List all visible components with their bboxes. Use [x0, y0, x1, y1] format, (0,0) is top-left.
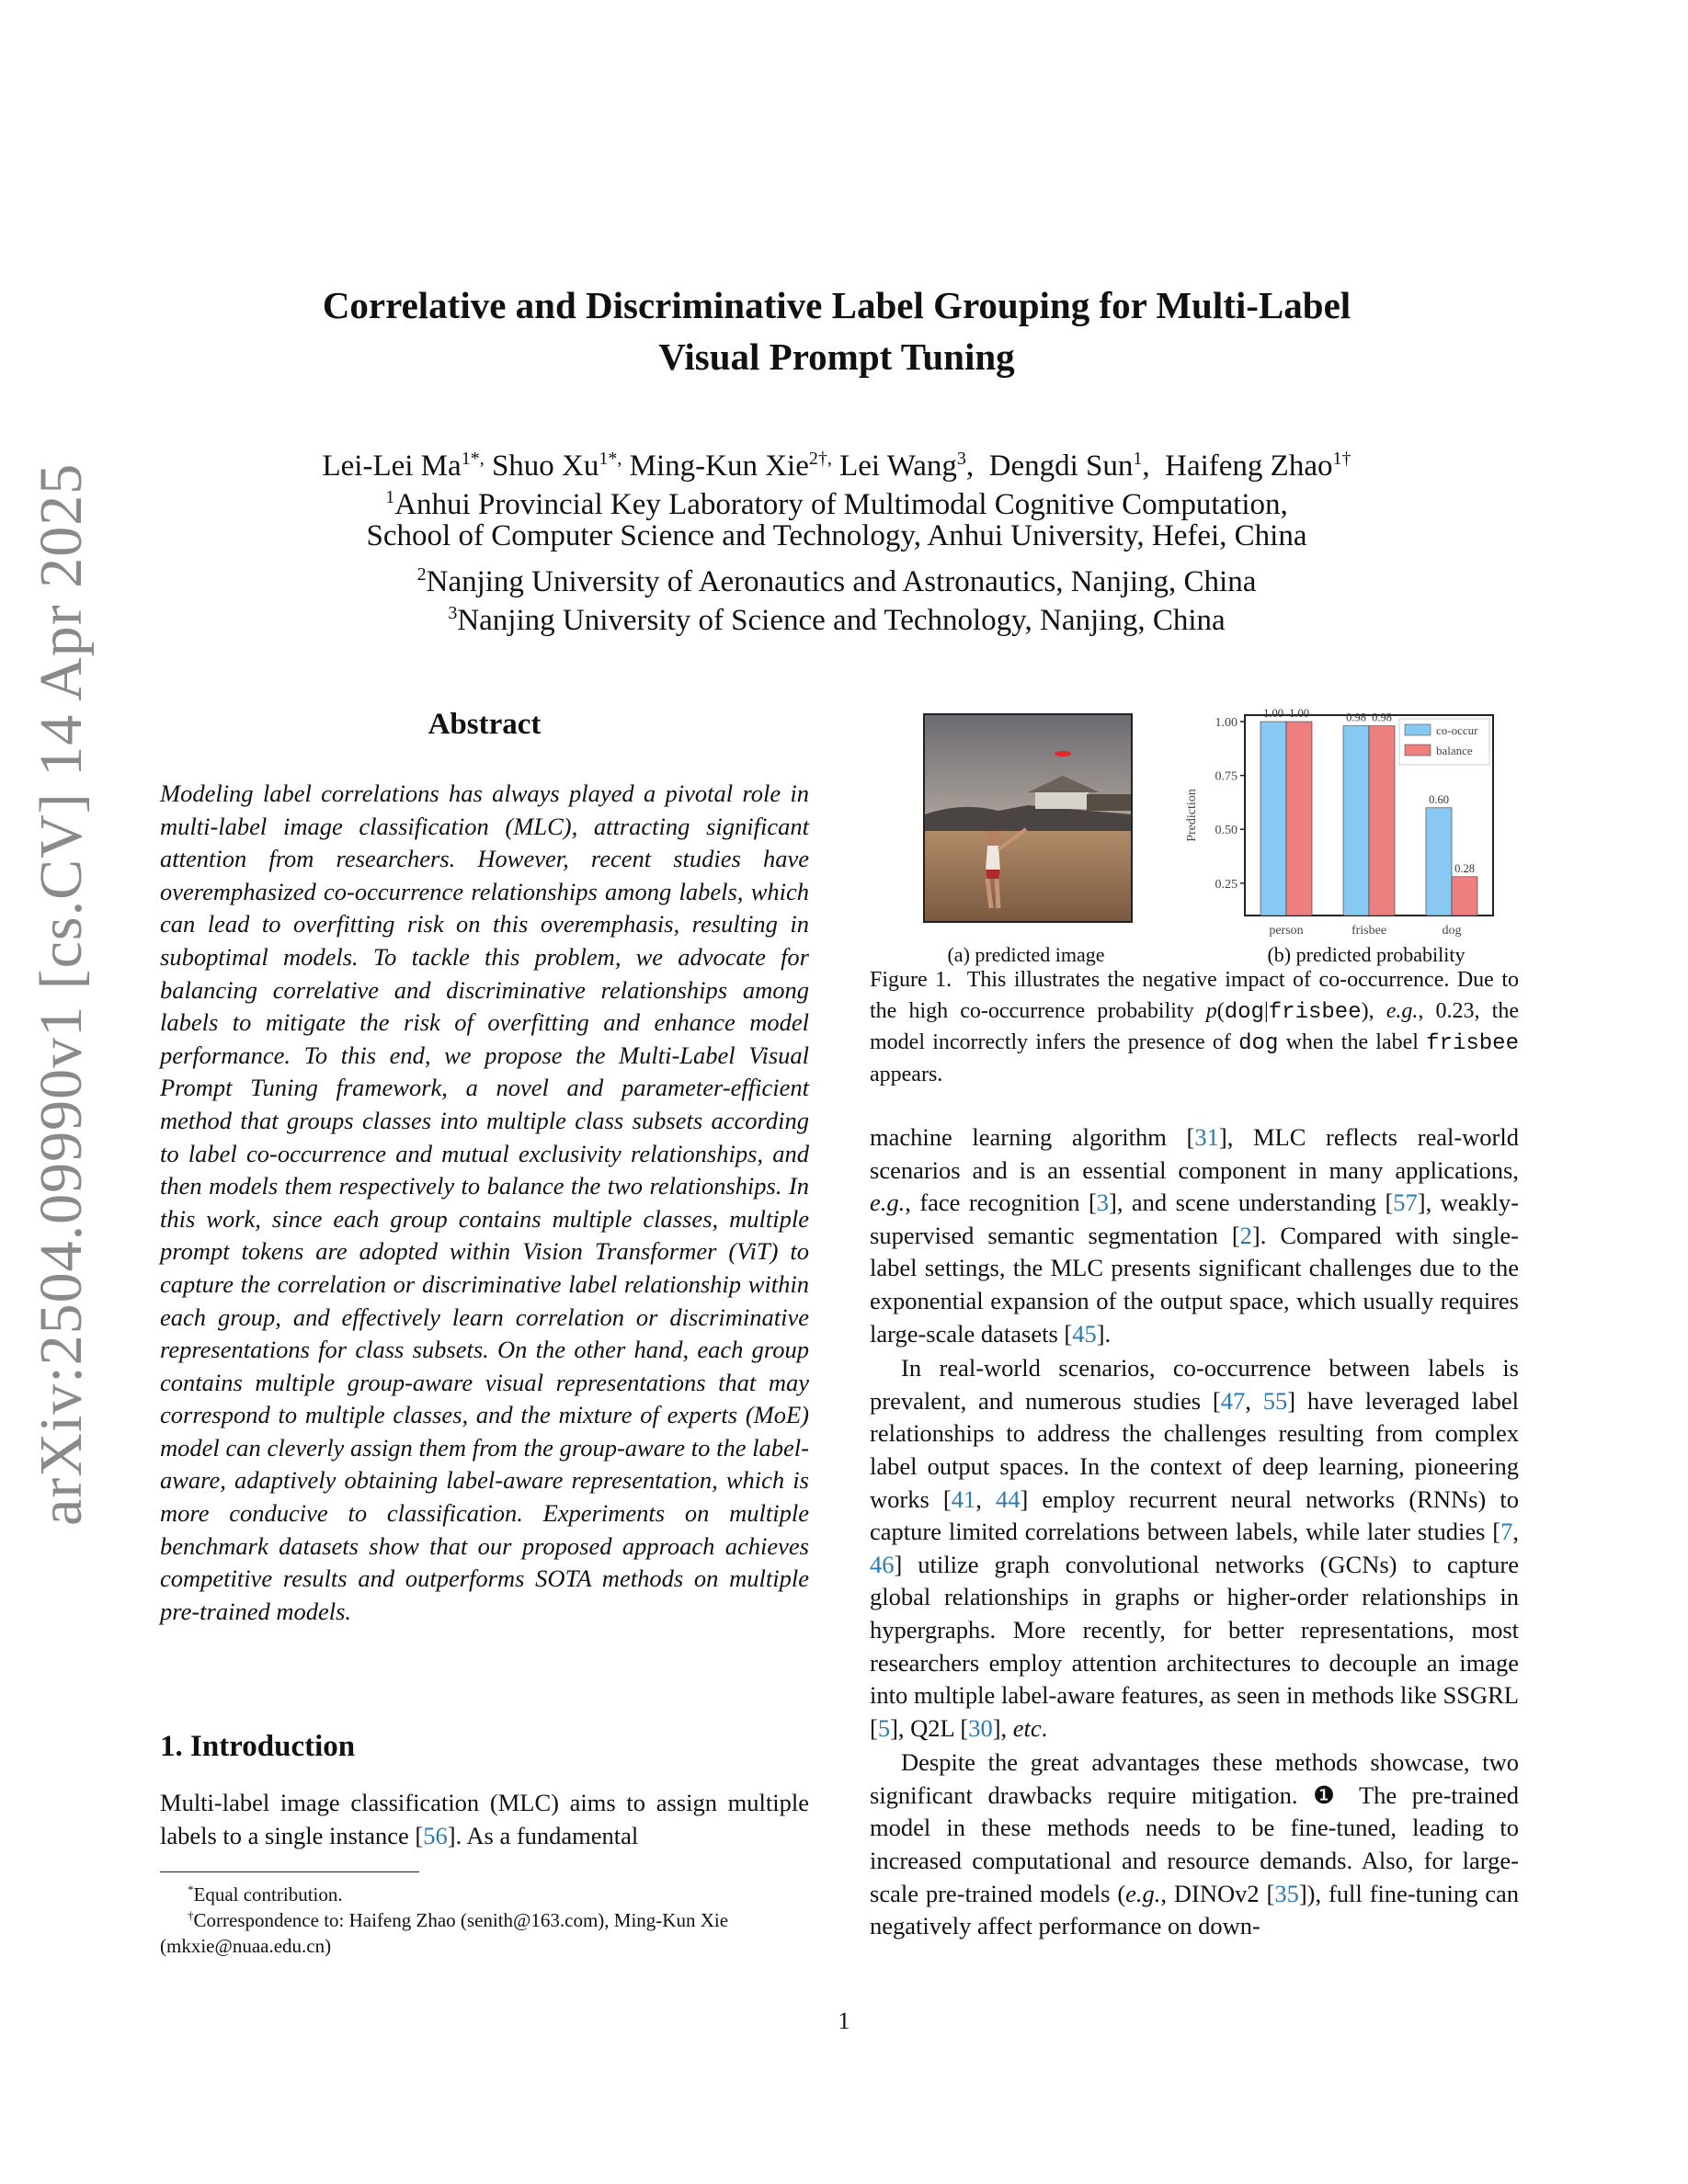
bar-value-label: 0.28 — [1454, 861, 1475, 875]
affil-text: Anhui Provincial Key Laboratory of Multimodal Cognitive Computation, — [394, 488, 1288, 521]
abstract-heading: Abstract — [428, 708, 542, 741]
footnote-rule — [160, 1871, 419, 1872]
citation-link[interactable]: 56 — [423, 1821, 448, 1849]
bar-co-occur — [1343, 726, 1369, 916]
citation-link[interactable]: 41 — [951, 1484, 976, 1513]
author-mark: 1*, — [599, 449, 622, 469]
affil-mark: 1 — [385, 487, 395, 507]
affil-text: Nanjing University of Science and Technology, Nanjing, China — [457, 604, 1226, 637]
arxiv-identifier: arXiv:2504.09990v1 [cs.CV] 14 Apr 2025 — [28, 462, 95, 1526]
page-number: 1 — [838, 2008, 850, 2034]
footnote-correspondence: †Correspondence to: Haifeng Zhao (senith@163.com), Ming-Kun Xie (mkxie@nuaa.edu.cn) — [160, 1908, 729, 1957]
citation-link[interactable]: 30 — [968, 1713, 993, 1742]
author-mark: 3 — [956, 449, 966, 469]
citation-link[interactable]: 2 — [1239, 1221, 1252, 1249]
affil-text: School of Computer Science and Technology, Anhui University, Hefei, China — [366, 519, 1307, 552]
x-tick-label: person — [1269, 924, 1304, 938]
affiliation — [147, 594, 1526, 640]
legend-label: balance — [1436, 744, 1473, 757]
citation-link[interactable]: 55 — [1262, 1386, 1288, 1415]
title-line-2: Visual Prompt Tuning — [658, 336, 1015, 378]
author-list: Lei-Lei $Ma^{1*,}$ Shuo $Xu^{1*,}$ Ming-Kun Xie$^{2\dagger,}$ Lei Wang$^3$, Dengdi Sun$^1$, Haifeng Zhao$^{1\dagger}$ — [322, 449, 1352, 483]
bar-value-label: 0.98 — [1372, 711, 1392, 724]
intro-right-column — [870, 1121, 1519, 1943]
author-mark: 2†, — [808, 449, 832, 469]
y-tick-label: 0.50 — [1215, 824, 1237, 838]
legend-label: co-occur — [1436, 723, 1478, 737]
citation-link[interactable]: 46 — [870, 1550, 895, 1578]
intro-paragraph: Multi-label image classification (MLC) aims to assign multiple labels to a single instance [56]. As a fundamental — [160, 1789, 809, 1849]
citation-link[interactable]: 57 — [1393, 1189, 1418, 1217]
probability-bar-chart — [1180, 708, 1521, 947]
bar-value-label: 1.00 — [1263, 708, 1283, 721]
section-heading: 1. Introduction — [160, 1730, 356, 1763]
footnote-equal: *Equal contribution. — [188, 1883, 343, 1905]
beach-frisbee-photo — [925, 715, 1131, 921]
y-tick-label: 0.75 — [1215, 769, 1237, 784]
citation-link[interactable]: 3 — [1096, 1189, 1110, 1217]
bar-co-occur — [1260, 722, 1286, 916]
subcaption-a: (a) predicted image — [947, 943, 1105, 966]
bar-co-occur — [1426, 808, 1452, 916]
bar-value-label: 0.60 — [1429, 792, 1449, 806]
author-mark: 1 — [1133, 449, 1143, 469]
subcaption-b: (b) predicted probability — [1267, 943, 1466, 966]
author-mark: 1† — [1332, 449, 1352, 469]
legend-swatch — [1405, 745, 1431, 756]
affil-mark: 2 — [416, 564, 427, 585]
author: Haifeng Zhao — [1165, 449, 1333, 483]
affil-text: Nanjing University of Aeronautics and Astronautics, Nanjing, China — [426, 565, 1257, 598]
citation-link[interactable]: 31 — [1194, 1123, 1219, 1151]
bar-balance — [1452, 877, 1477, 916]
bar-value-label: 1.00 — [1289, 708, 1309, 721]
numbered-badge-icon: ❶ — [1313, 1780, 1344, 1809]
citation-link[interactable]: 35 — [1274, 1879, 1299, 1907]
author: Lei Wang — [839, 449, 957, 483]
citation-link[interactable]: 44 — [995, 1484, 1021, 1513]
legend-swatch — [1405, 724, 1431, 735]
citation-link[interactable]: 47 — [1220, 1386, 1246, 1415]
y-tick-label: 0.25 — [1215, 877, 1237, 892]
author: Ming-Kun Xie — [629, 449, 809, 483]
paragraph: machine learning algorithm [31], MLC reflects real-world scenarios and is an essential component in many applications, e.g., face recognition [3], and scene understanding [57], weakly-supervised semantic segmentation [2]. Compared with single-label settings, the MLC presents significant challenges due to the exponential expansion of the output space, which usually requires large-scale datasets [45]. — [870, 1123, 1519, 1348]
citation-link[interactable]: 7 — [1500, 1518, 1513, 1546]
x-tick-label: dog — [1442, 924, 1462, 938]
y-tick-label: 1.00 — [1215, 716, 1237, 731]
predicted-image-photo — [923, 713, 1133, 923]
bar-balance — [1286, 722, 1312, 916]
figure-caption: Figure 1. This illustrates the negative impact of co-occurrence. Due to the high co-occurrence probability p(dog|frisbee), e.g., 0.23, the model incorrectly infers the presence of dog when the label frisbee appears. — [870, 968, 1519, 1086]
author: Dengdi Sun — [988, 449, 1134, 483]
affil-mark: 3 — [448, 603, 458, 623]
paragraph: In real-world scenarios, co-occurrence between labels is prevalent, and numerous studies [47, 55] have leveraged label relationships to address the challenges resulting from complex label output spaces. In the context of deep learning, pioneering works [41, 44] employ recurrent neural networks (RNNs) to capture limited correlations between labels, while later studies [7, 46] utilize graph convolutional networks (GCNs) to capture global relationships in graphs or higher-order relationships in hypergraphs. More recently, for better representations, most researchers employ attention architectures to decouple an image into multiple label-aware features, as seen in methods like SSGRL [5], Q2L [30], etc. — [870, 1354, 1519, 1742]
title-line-1: Correlative and Discriminative Label Grouping for Multi-Label — [322, 284, 1352, 326]
citation-link[interactable]: 45 — [1072, 1319, 1097, 1348]
abstract-text: Modeling label correlations has always played a pivotal role in multi-label image classification (MLC), attracting significant attention from researchers. However, recent studies have overemphasized co-occurrence relationships among labels, which can lead to overfitting risk on this overemphasis, resulting in suboptimal models. To tackle this problem, we advocate for balancing correlative and discriminative relationships among labels to mitigate the risk of overfitting and enhance model performance. To this end, we propose the Multi-Label Visual Prompt Tuning framework, a novel and parameter-efficient method that groups classes into multiple class subsets according to label co-occurrence and mutual exclusivity relationships, and then models them respectively to balance the two relationships. In this work, since each group contains multiple classes, multiple prompt tokens are adopted within Vision Transformer (ViT) to capture the correlation or discriminative label relationship within each group, and effectively learn correlation or discriminative representations for class subsets. On the other hand, each group contains multiple group-aware visual representations that may correspond to multiple classes, and the mixture of experts (MoE) model can cleverly assign them from the group-aware to the label-aware, adaptively obtaining label-aware representation, which is more conducive to classification. Experiments on multiple benchmark datasets show that our proposed approach achieves competitive results and outperforms SOTA methods on multiple pre-trained models. — [160, 779, 809, 1625]
bar-value-label: 0.98 — [1346, 711, 1366, 724]
affiliation — [147, 517, 1526, 555]
y-axis-label: Prediction — [1185, 789, 1199, 842]
paragraph: Despite the great advantages these methods showcase, two significant drawbacks require mitigation. ❶ The pre-trained model in these methods needs to be fine-tuned, leading to increased computational and resource demands. Also, for large-scale pre-trained models (e.g., DINOv2 [35]), full fine-tuning can negatively affect performance on down- — [870, 1748, 1519, 1940]
bar-balance — [1369, 726, 1395, 916]
author: Shuo Xu — [491, 449, 599, 483]
citation-link[interactable]: 5 — [877, 1713, 891, 1742]
x-tick-label: frisbee — [1351, 924, 1387, 938]
paper-title — [221, 279, 1453, 382]
author-mark: 1*, — [461, 449, 485, 469]
author: Lei-Lei Ma — [322, 449, 462, 483]
